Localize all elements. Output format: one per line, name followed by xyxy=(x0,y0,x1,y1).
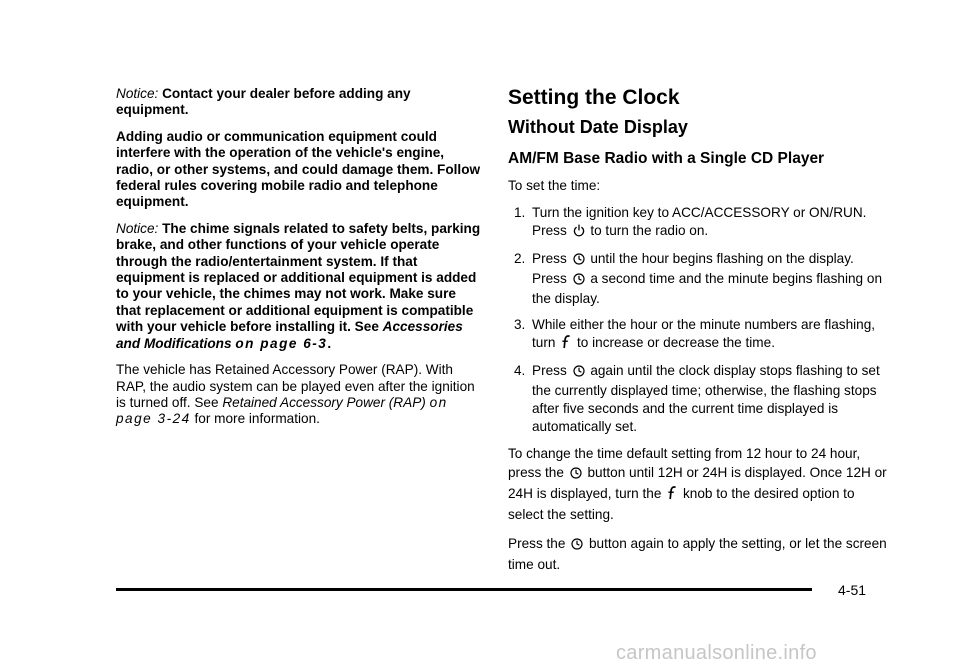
step-number: 3. xyxy=(514,317,526,333)
notice-dealer xyxy=(116,86,484,119)
notice-label: Notice: xyxy=(116,220,159,236)
default-setting-paragraph xyxy=(508,444,888,524)
audio-equipment-paragraph: Adding audio or communication equipment could interfere with the operation of the vehicle's engine, radio, or other systems, and could damage them. Follow federal rules covering mobile radio and telephone equipment. xyxy=(116,128,481,210)
right-column xyxy=(508,86,888,584)
paragraph-text: button again to apply the setting, or let the screen time out. xyxy=(508,536,887,573)
step-text: Turn the ignition key to ACC/ACCESSORY or ON/RUN. Press xyxy=(532,205,867,239)
rap-text-end: for more information. xyxy=(194,411,320,427)
step-text: Press xyxy=(532,251,567,267)
step-text: Press xyxy=(532,363,567,379)
list-item xyxy=(508,204,888,242)
clock-icon xyxy=(573,272,585,290)
rap-paragraph xyxy=(116,362,484,428)
tune-knob-icon xyxy=(561,335,571,354)
subsection-title: Without Date Display xyxy=(508,117,688,137)
rap-text: The vehicle has Retained Accessory Power (RAP). With RAP, the audio system can be played even after the ignition is turned off. See xyxy=(116,362,475,410)
notice-chime-text: The chime signals related to safety belts, parking brake, and other functions of your vehicle operate through the radio/entertainment system. If that equipment is replaced or additional equipment is added to your vehicle, the chimes may not work. Make sure that replacement or additional equipment is compatible with your vehicle before installing it. See xyxy=(116,220,481,335)
notice-label: Notice: xyxy=(116,86,159,101)
paragraph-text: Press the xyxy=(508,536,566,552)
watermark: carmanualsonline.info xyxy=(616,642,817,664)
rap-reference-link[interactable]: Retained Accessory Power (RAP) xyxy=(222,394,426,410)
clock-icon xyxy=(573,364,585,382)
footer-rule xyxy=(116,588,812,591)
radio-model-heading: AM/FM Base Radio with a Single CD Player xyxy=(508,150,825,167)
page-reference: on page 3-24 xyxy=(116,394,448,427)
paragraph-text: button until 12H or 24H is displayed. Once 12H or 24H is displayed, turn the xyxy=(508,465,887,502)
step-text: to increase or decrease the time. xyxy=(577,335,775,351)
sentence-end: . xyxy=(327,335,332,351)
intro-text: To set the time: xyxy=(508,178,601,193)
step-number: 4. xyxy=(514,363,526,379)
apply-setting-paragraph xyxy=(508,534,888,574)
clock-icon xyxy=(571,536,583,555)
list-item xyxy=(508,250,888,308)
notice-chime xyxy=(116,221,484,352)
list-item xyxy=(508,362,888,436)
step-number: 1. xyxy=(514,205,526,221)
notice-text: Contact your dealer before adding any equipment. xyxy=(116,86,411,118)
list-item xyxy=(508,316,888,354)
paragraph-text: To change the time default setting from 12 hour to 24 hour, press the xyxy=(508,446,861,481)
left-column xyxy=(116,86,484,438)
clock-icon xyxy=(570,465,582,484)
steps-list xyxy=(508,204,888,436)
page-number: 4-51 xyxy=(838,582,867,598)
step-text: to turn the radio on. xyxy=(590,223,709,239)
step-number: 2. xyxy=(514,251,526,267)
accessories-reference-link[interactable]: Accessories and Modifications xyxy=(116,319,463,351)
power-icon xyxy=(573,224,585,242)
tune-knob-icon xyxy=(667,486,677,505)
paragraph-text: knob to the desired option to select the setting. xyxy=(508,486,855,523)
section-title: Setting the Clock xyxy=(508,86,680,109)
page-reference: on page 6-3 xyxy=(235,335,328,351)
step-text: again until the clock display stops flashing to set the currently displayed time; otherwise, the flashing stops after five seconds and the current time displayed is automatically set. xyxy=(532,363,880,435)
step-text: While either the hour or the minute numbers are flashing, turn xyxy=(532,317,876,351)
step-text: until the hour begins flashing on the display. Press xyxy=(532,251,854,287)
clock-icon xyxy=(573,252,585,270)
step-text: a second time and the minute begins flashing on the display. xyxy=(532,271,883,307)
